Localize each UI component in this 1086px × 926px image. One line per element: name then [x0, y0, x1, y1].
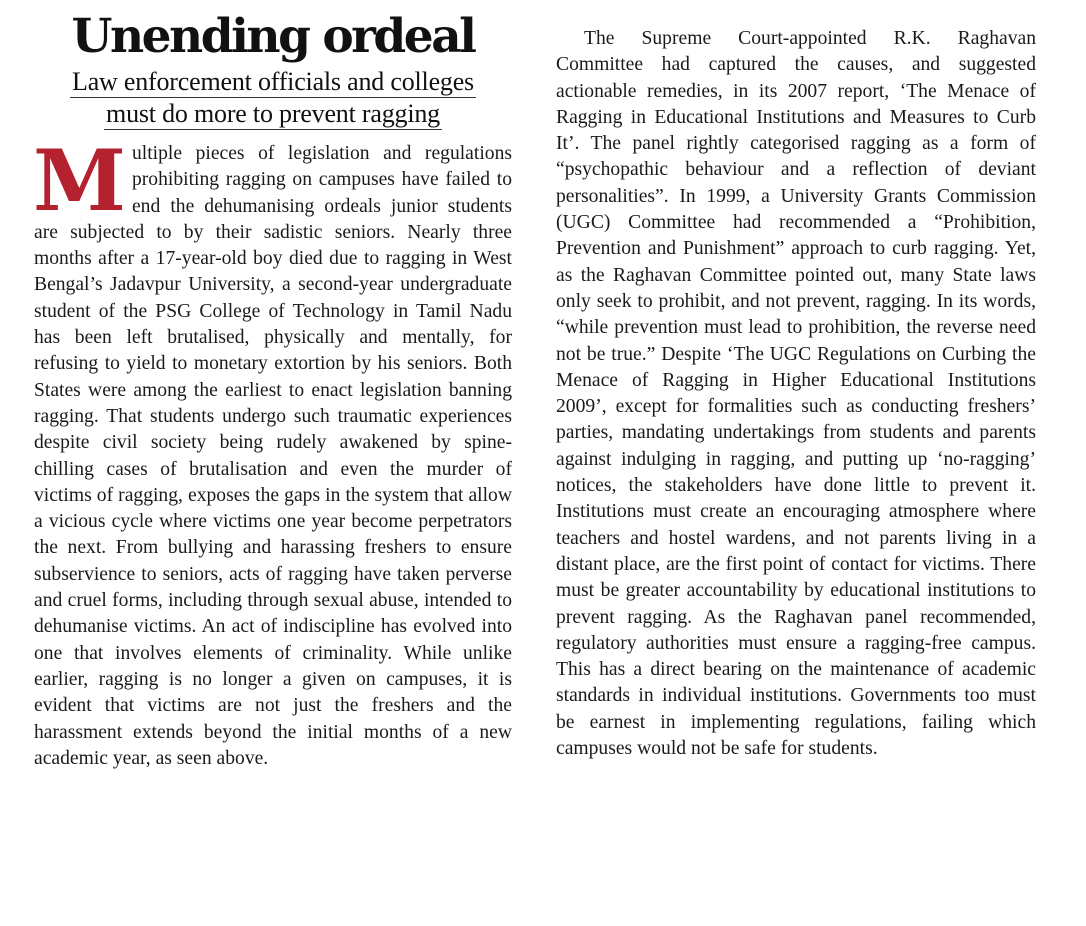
left-column	[34, 8, 512, 772]
headline: Unending ordeal	[71, 9, 475, 64]
deck-line-1: Law enforcement officials and colleges	[72, 67, 474, 96]
right-column	[556, 26, 1036, 762]
deck	[34, 66, 512, 130]
article-paragraph-2: The Supreme Court-appointed R.K. Raghavan Committee had captured the causes, and suggested actionable remedies, in its 2007 report, ‘The Menace of Ragging in Educational Institutions and Measures to Curb It’. The panel rightly categorised ragging as a form of “psychopathic behaviour and a reflection of deviant personalities”. In 1999, a University Grants Commission (UGC) Committee had recommended a “Prohibition, Prevention and Punishment” approach to curb ragging. Yet, as the Raghavan Committee pointed out, many State laws only seek to prohibit, and not prevent, ragging. In its words, “while prevention must lead to prohibition, the reverse need not be true.” Despite ‘The UGC Regulations on Curbing the Menace of Ragging in Higher Educational Institutions 2009’, except for formalities such as conducting freshers’ parties, mandating undertakings from students and parents against indulging in ragging, and putting up ‘no-ragging’ notices, the stakeholders have done little to prevent it. Institutions must create an encouraging atmosphere where teachers and hostel wardens, and not parents living in a distant place, are the first point of contact for victims. There must be greater accountability by educational institutions to prevent ragging. As the Raghavan panel recommended, regulatory authorities must ensure a ragging-free campus. This has a direct bearing on the maintenance of academic standards in individual institutions. Governments too must be earnest in implementing regulations, failing which campuses would not be safe for students.	[556, 28, 1036, 760]
paragraph-1-text: ultiple pieces of legislation and regulations prohibiting ragging on campuses have failed to end the dehumanising ordeals junior students are subjected to by their sadistic seniors. Nearly three months after a 17-year-old boy died due to ragging in West Bengal’s Jadavpur University, a second-year undergraduate student of the PSG College of Technology in Tamil Nadu has been left brutalised, physically and mentally, for refusing to yield to monetary extortion by his seniors. Both States were among the earliest to enact legislation banning ragging. That students undergo such traumatic experiences despite civil society being rudely awakened by spine-chilling cases of brutalisation and even the murder of victims of ragging, exposes the gaps in the system that allow a vicious cycle where victims one year become perpetrators the next. From bullying and harassing freshers to ensure subservience to seniors, acts of ragging have taken perverse and cruel forms, including through sexual abuse, intended to dehumanise victims. An act of indiscipline has evolved into one that involves elements of criminality. While unlike earlier, ragging is no longer a given on campuses, it is evident that victims are not just the freshers and the harassment extends beyond the initial months of a new academic year, as seen above.	[34, 143, 512, 769]
deck-line-2: must do more to prevent ragging	[106, 99, 440, 128]
article-paragraph-1	[33, 131, 512, 772]
drop-cap: M	[33, 131, 126, 230]
